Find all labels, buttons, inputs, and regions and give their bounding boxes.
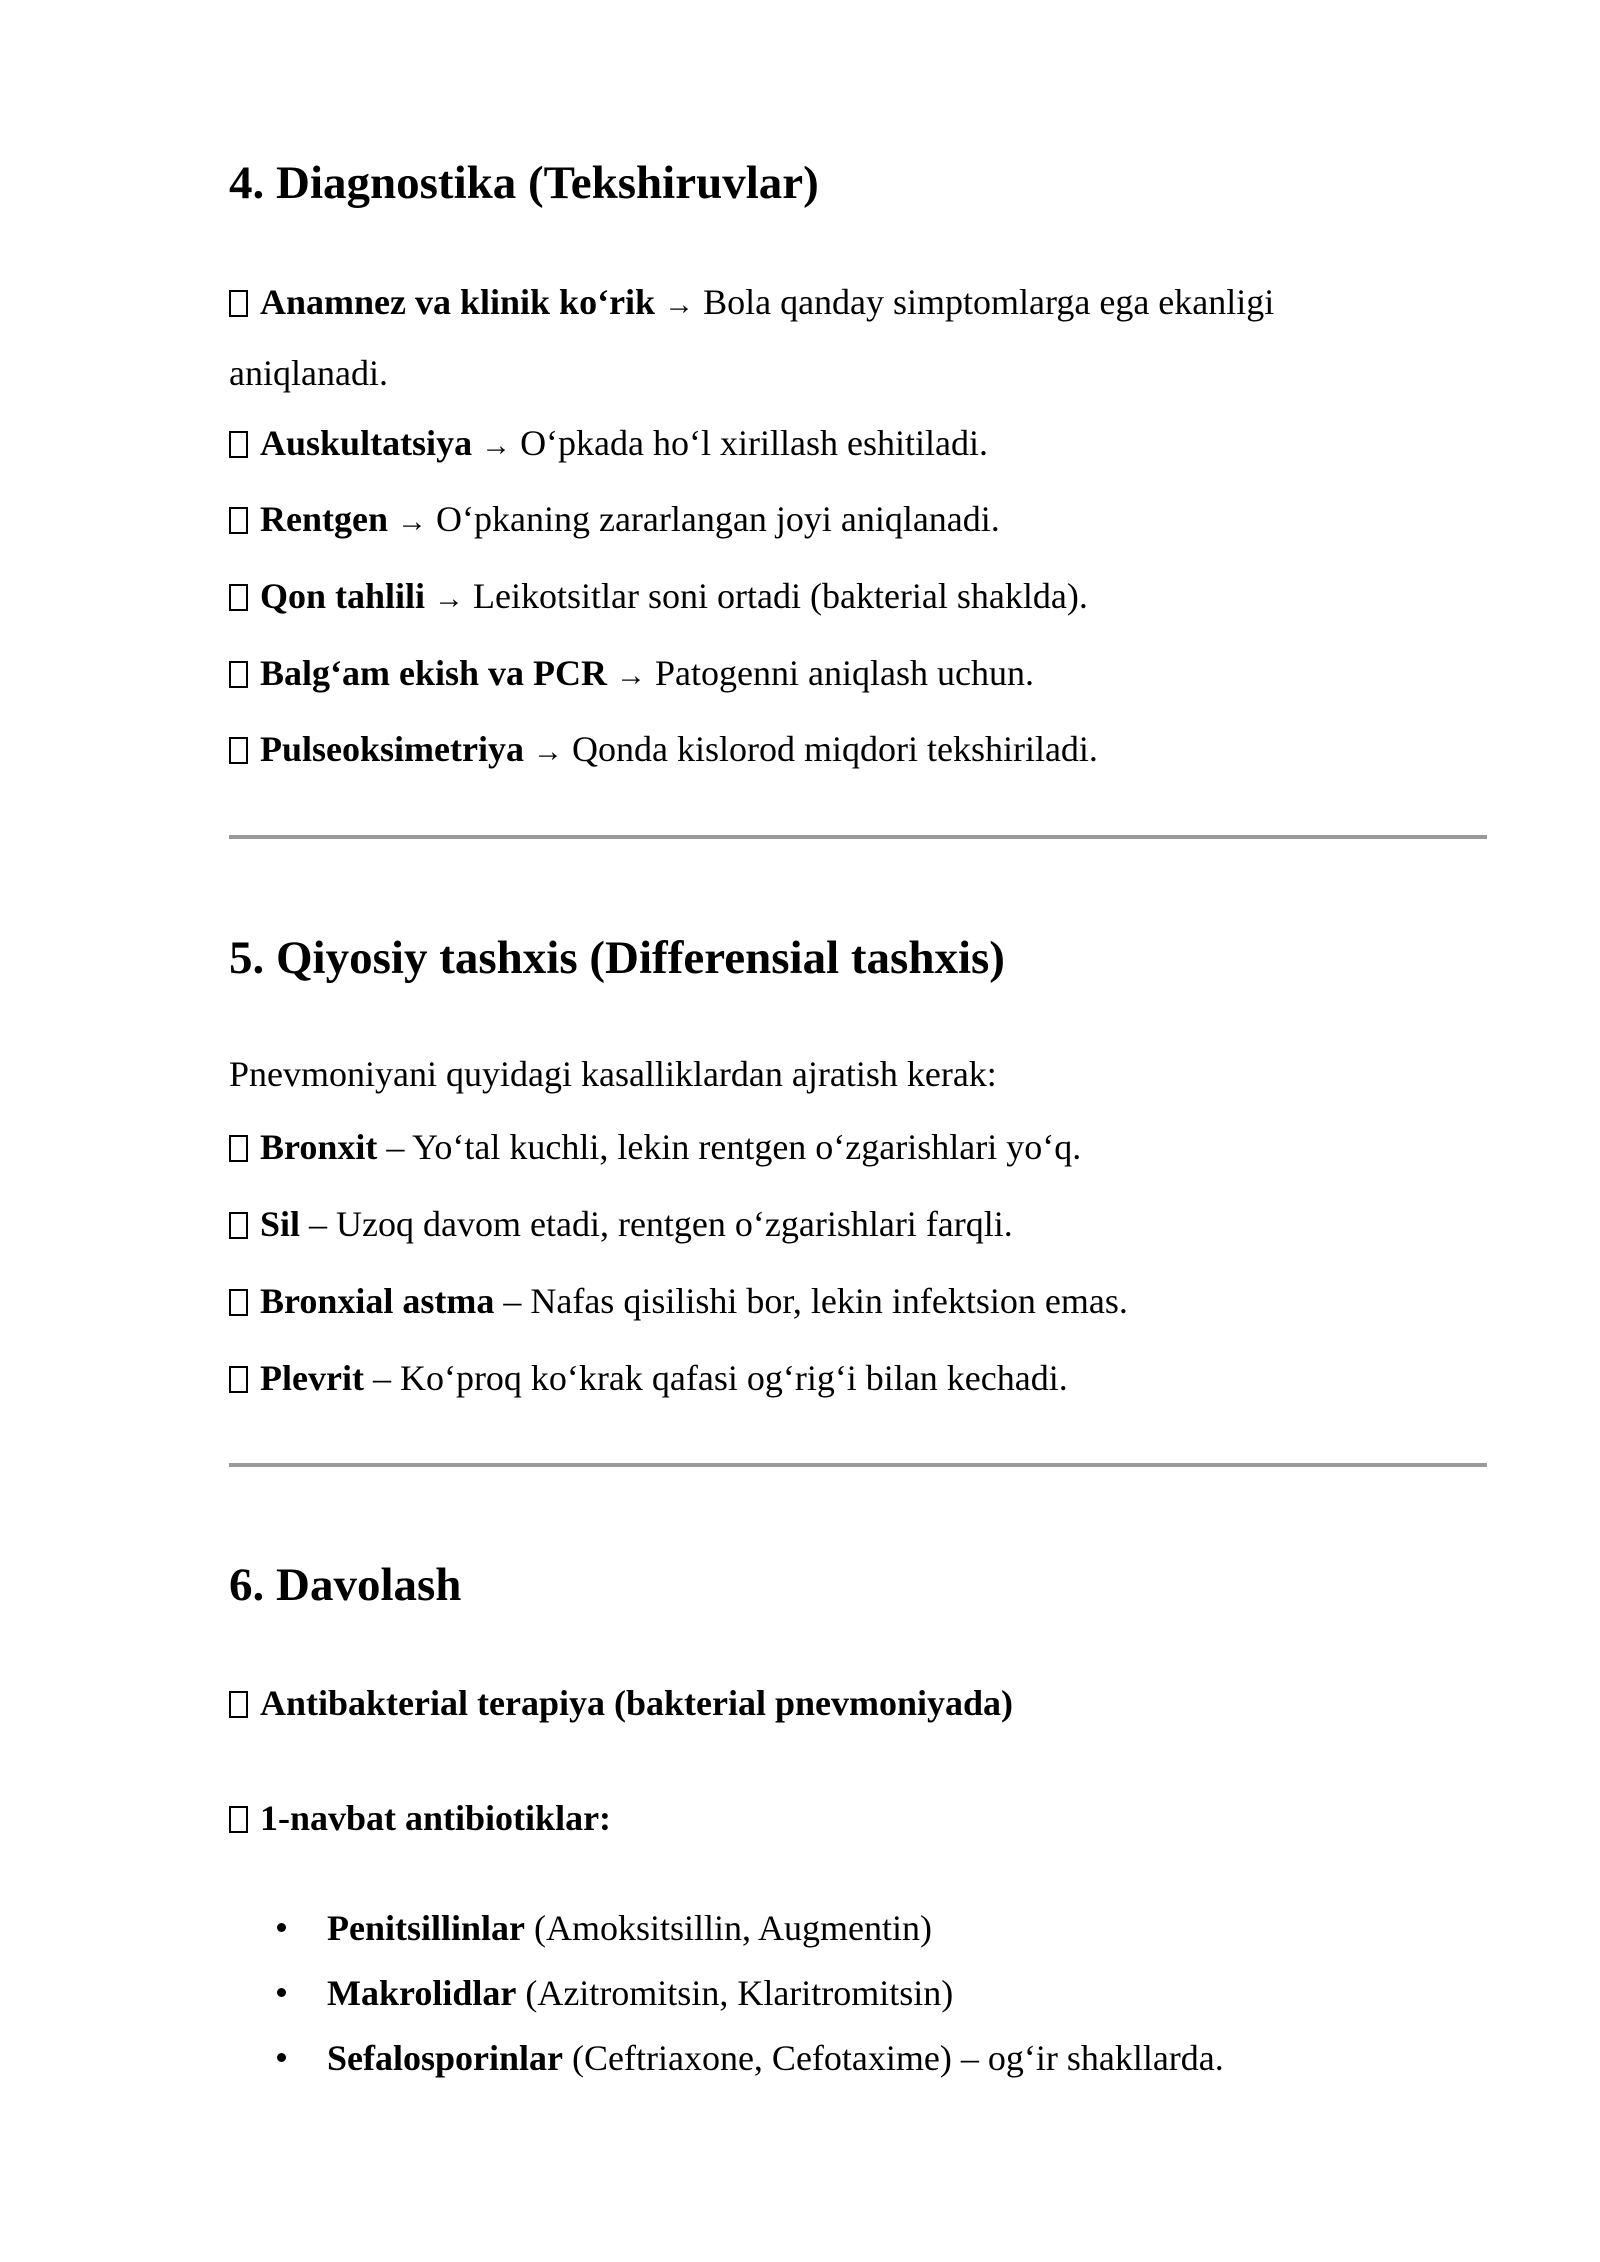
missing-glyph-icon xyxy=(229,1212,248,1239)
bullet-dot xyxy=(277,2053,286,2062)
item-text: Patogenni aniqlash uchun. xyxy=(655,653,1034,693)
item-term: Balg‘am ekish va PCR xyxy=(260,653,608,693)
bullet-item xyxy=(277,1910,932,1946)
bullet-text: (Azitromitsin, Klaritromitsin) xyxy=(525,1973,954,2013)
item-term: Rentgen xyxy=(260,499,388,539)
list-item xyxy=(229,655,1034,691)
item-text: Uzoq davom etadi, rentgen o‘zgarishlari farqli. xyxy=(336,1204,1013,1244)
item-term: Pulseoksimetriya xyxy=(260,729,524,769)
section-divider xyxy=(229,835,1487,839)
bullet-item xyxy=(277,1975,953,2011)
item-text: Bola qanday simptomlarga ega ekanligi aniqlanadi. xyxy=(229,282,1275,393)
item-term: Qon tahlili xyxy=(260,576,426,616)
missing-glyph-icon xyxy=(229,661,248,688)
bullet-item xyxy=(277,2040,1224,2076)
item-text: O‘pkaning zararlangan joyi aniqlanadi. xyxy=(436,499,1000,539)
subheading-text: Antibakterial terapiya (bakterial pnevmoniyada) xyxy=(260,1683,1013,1723)
item-term: Bronxit xyxy=(260,1127,378,1167)
section-5-heading: 5. Qiyosiy tashxis (Differensial tashxis) xyxy=(229,932,1005,984)
bullet-term: Sefalosporinlar xyxy=(327,2038,564,2078)
bullet-term: Makrolidlar xyxy=(327,1973,517,2013)
item-text: Nafas qisilishi bor, lekin infektsion emas. xyxy=(530,1281,1128,1321)
section-divider xyxy=(229,1463,1487,1467)
missing-glyph-icon xyxy=(229,1366,248,1393)
missing-glyph-icon xyxy=(229,1135,248,1162)
arrow-separator: → xyxy=(397,505,427,538)
item-text: Yo‘tal kuchli, lekin rentgen o‘zgarishlari yo‘q. xyxy=(412,1127,1082,1167)
item-term: Plevrit xyxy=(260,1358,364,1398)
arrow-separator: → xyxy=(664,288,695,321)
subheading xyxy=(229,1685,1013,1721)
list-item xyxy=(229,1129,1081,1165)
list-item xyxy=(229,1283,1128,1319)
dash-separator: – xyxy=(309,1204,328,1244)
section-4-heading: 4. Diagnostika (Tekshiruvlar) xyxy=(229,157,819,209)
list-item xyxy=(229,501,1000,537)
missing-glyph-icon xyxy=(229,1691,248,1718)
missing-glyph-icon xyxy=(229,507,248,534)
missing-glyph-icon xyxy=(229,584,248,611)
item-text: Ko‘proq ko‘krak qafasi og‘rig‘i bilan kechadi. xyxy=(399,1358,1068,1398)
list-item xyxy=(229,578,1088,614)
arrow-separator: → xyxy=(616,659,647,692)
subheading-text: 1-navbat antibiotiklar: xyxy=(260,1798,612,1838)
section-6-heading: 6. Davolash xyxy=(229,1559,462,1611)
dash-separator: – xyxy=(503,1281,522,1321)
subheading xyxy=(229,1800,611,1836)
arrow-separator: → xyxy=(481,429,512,462)
bullet-text: (Ceftriaxone, Cefotaxime) – og‘ir shakllarda. xyxy=(572,2038,1224,2078)
missing-glyph-icon xyxy=(229,1289,248,1316)
item-term: Auskultatsiya xyxy=(260,423,473,463)
missing-glyph-icon xyxy=(229,1806,248,1833)
item-term: Bronxial astma xyxy=(260,1281,495,1321)
missing-glyph-icon xyxy=(229,737,248,764)
item-term: Anamnez va klinik ko‘rik xyxy=(260,282,656,322)
arrow-separator: → xyxy=(532,735,563,768)
dash-separator: – xyxy=(372,1358,391,1398)
bullet-term: Penitsillinlar xyxy=(327,1908,525,1948)
bullet-dot xyxy=(277,1988,286,1997)
item-text: Qonda kislorod miqdori tekshiriladi. xyxy=(571,729,1098,769)
missing-glyph-icon xyxy=(229,290,248,317)
arrow-separator: → xyxy=(434,582,465,615)
missing-glyph-icon xyxy=(229,431,248,458)
item-text: O‘pkada ho‘l xirillash eshitiladi. xyxy=(520,423,988,463)
list-item xyxy=(229,1360,1068,1396)
section-intro: Pnevmoniyani quyidagi kasalliklardan ajratish kerak: xyxy=(229,1054,997,1094)
item-text: Leikotsitlar soni ortadi (bakterial shaklda). xyxy=(473,576,1088,616)
bullet-dot xyxy=(277,1923,286,1932)
item-term: Sil xyxy=(260,1204,301,1244)
list-item xyxy=(229,1206,1013,1242)
list-item xyxy=(229,425,988,461)
list-item xyxy=(229,731,1098,767)
dash-separator: – xyxy=(386,1127,405,1167)
bullet-text: (Amoksitsillin, Augmentin) xyxy=(534,1908,933,1948)
list-item xyxy=(229,268,1349,407)
